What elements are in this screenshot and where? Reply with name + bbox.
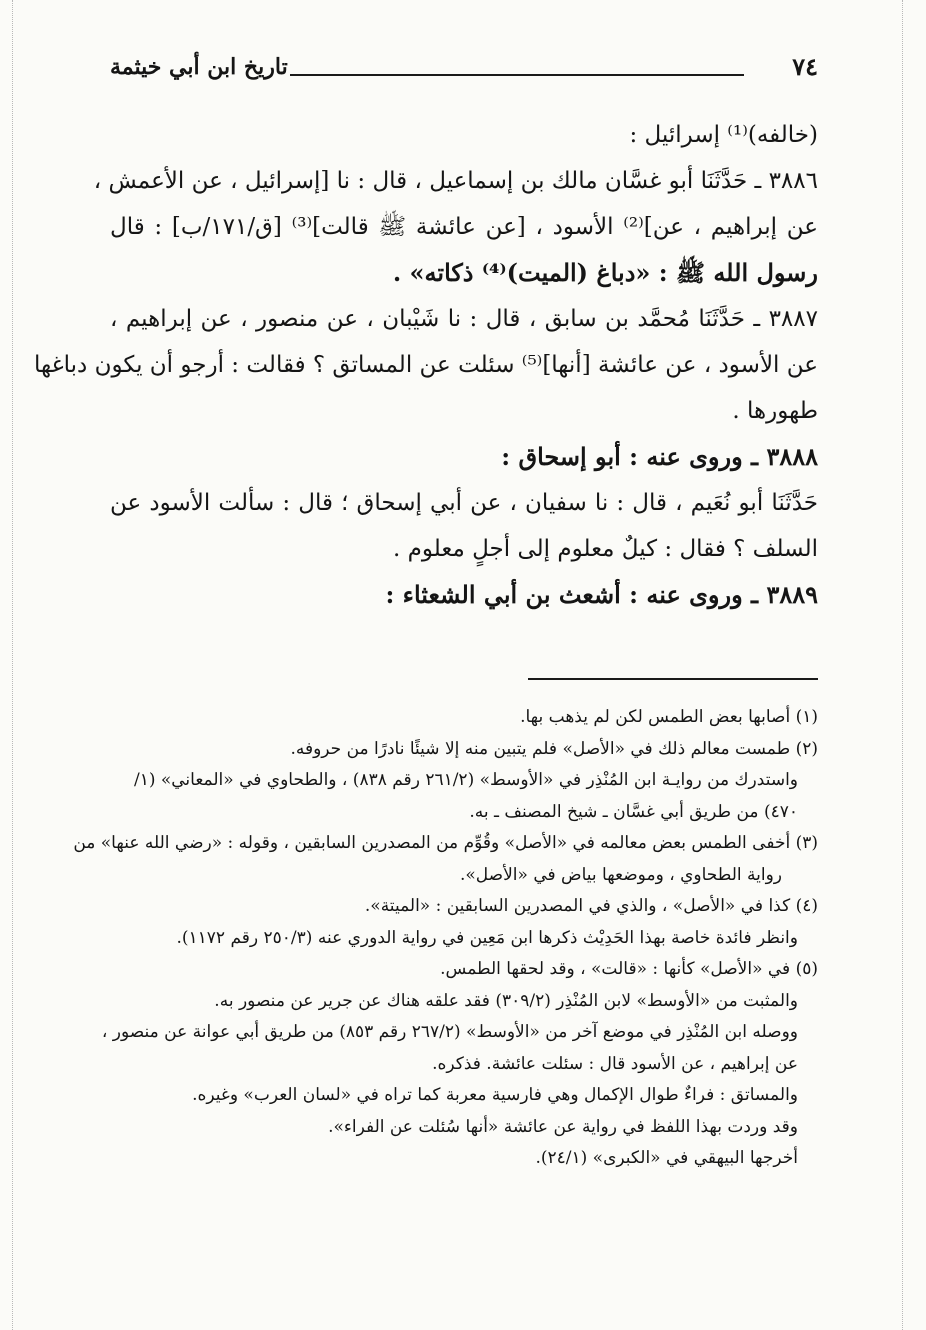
footnote-line: (٢) طمست معالم ذلك في «الأصل» فلم يتبين منه إلا شيئًا نادرًا من حروفه. <box>290 738 818 759</box>
text-line: ٣٨٨٦ ـ حَدَّثَنَا أبو غسَّان مالك بن إسماعيل ، قال : نا [إسرائيل ، عن الأعمش ، <box>93 168 818 194</box>
footnote-line: والمساتق : فراءٌ طوال الإكمال وهي فارسية معربة كما تراه في «لسان العرب» وغيره. <box>192 1085 798 1105</box>
text-line: السلف ؟ فقال : كيلٌ معلوم إلى أجلٍ معلوم . <box>393 536 818 562</box>
footnote-line: واستدرك من روايـة ابن المُنْذِر في «الأوسط» (٢٦١/٢ رقم ٨٣٨) ، والطحاوي في «المعاني» (١/ <box>133 770 798 790</box>
text-line: عن إبراهيم ، عن]⁽²⁾ الأسود ، [عن عائشة ﷺ قالت]⁽³⁾ [ق/١٧١/ب] : قال <box>110 214 818 240</box>
footnote-line: أخرجها البيهقي في «الكبرى» (٢٤/١). <box>535 1148 798 1168</box>
page-header <box>110 52 818 92</box>
footnote-line: (٣) أخفى الطمس بعض معالمه في «الأصل» وقُوِّم من المصدرين السابقين ، وقوله : «رضي الله عنها» من <box>73 833 818 853</box>
page-number: ٧٤ <box>792 52 818 81</box>
text-line: رسول الله ﷺ : «دباغ (الميت)⁽⁴⁾ ذكاته» . <box>392 258 818 287</box>
left-edge-dots <box>12 0 13 1330</box>
footnote-line: وقد وردت بهذا اللفظ في رواية عن عائشة «أنها سُئلت عن الفراء». <box>328 1116 798 1137</box>
footnote-line: (٥) في «الأصل» كأنها : «قالت» ، وقد لحقها الطمس. <box>440 959 818 979</box>
text-line: ٣٨٨٧ ـ حَدَّثَنَا مُحمَّد بن سابق ، قال : نا شَيْبان ، عن منصور ، عن إبراهيم ، <box>110 306 818 332</box>
text-line: (خالفه)⁽¹⁾ إسرائيل : <box>629 122 818 148</box>
footnote-line: عن إبراهيم ، عن الأسود قال : سئلت عائشة. فذكره. <box>432 1053 798 1074</box>
text-line: طهورها . <box>732 398 818 424</box>
footnote-separator <box>528 678 818 680</box>
footnote-line: وانظر فائدة خاصة بهذا الحَدِيْث ذكرها ابن مَعِين في رواية الدوري عنه (٢٥٠/٣ رقم ١١٧٢). <box>176 927 798 948</box>
text-line: ٣٨٨٨ ـ وروى عنه : أبو إسحاق : <box>501 442 818 471</box>
text-line: عن الأسود ، عن عائشة [أنها]⁽⁵⁾ سئلت عن المساتق ؟ فقالت : أرجو أن يكون دباغها <box>34 352 818 378</box>
book-title: تاريخ ابن أبي خيثمة <box>110 54 288 80</box>
main-text <box>34 112 818 618</box>
footnote-line: (١) أصابها بعض الطمس لكن لم يذهب بها. <box>520 707 818 727</box>
footnote-line: والمثبت من «الأوسط» لابن المُنْذِر (٣٠٩/٢) فقد علقه هناك عن جرير عن منصور به. <box>214 990 798 1011</box>
footnotes <box>73 702 818 1175</box>
text-line: ٣٨٨٩ ـ وروى عنه : أشعث بن أبي الشعثاء : <box>385 580 818 609</box>
footnote-line: ٤٧٠) من طريق أبي غسَّان ـ شيخ المصنف ـ به. <box>469 801 798 822</box>
right-edge-dots <box>902 0 903 1330</box>
footnote-line: (٤) كذا في «الأصل» ، والذي في المصدرين السابقين : «الميتة». <box>364 896 818 916</box>
text-line: حَدَّثَنَا أبو نُعَيم ، قال : نا سفيان ، عن أبي إسحاق ؛ قال : سألت الأسود عن <box>110 490 818 516</box>
footnote-line: ووصله ابن المُنْذِر في موضع آخر من «الأوسط» (٢٦٧/٢ رقم ٨٥٣) من طريق أبي عوانة عن منصور ، <box>101 1022 798 1042</box>
header-rule <box>290 74 744 76</box>
footnote-line: رواية الطحاوي ، وموضعها بياض في «الأصل». <box>460 864 782 885</box>
